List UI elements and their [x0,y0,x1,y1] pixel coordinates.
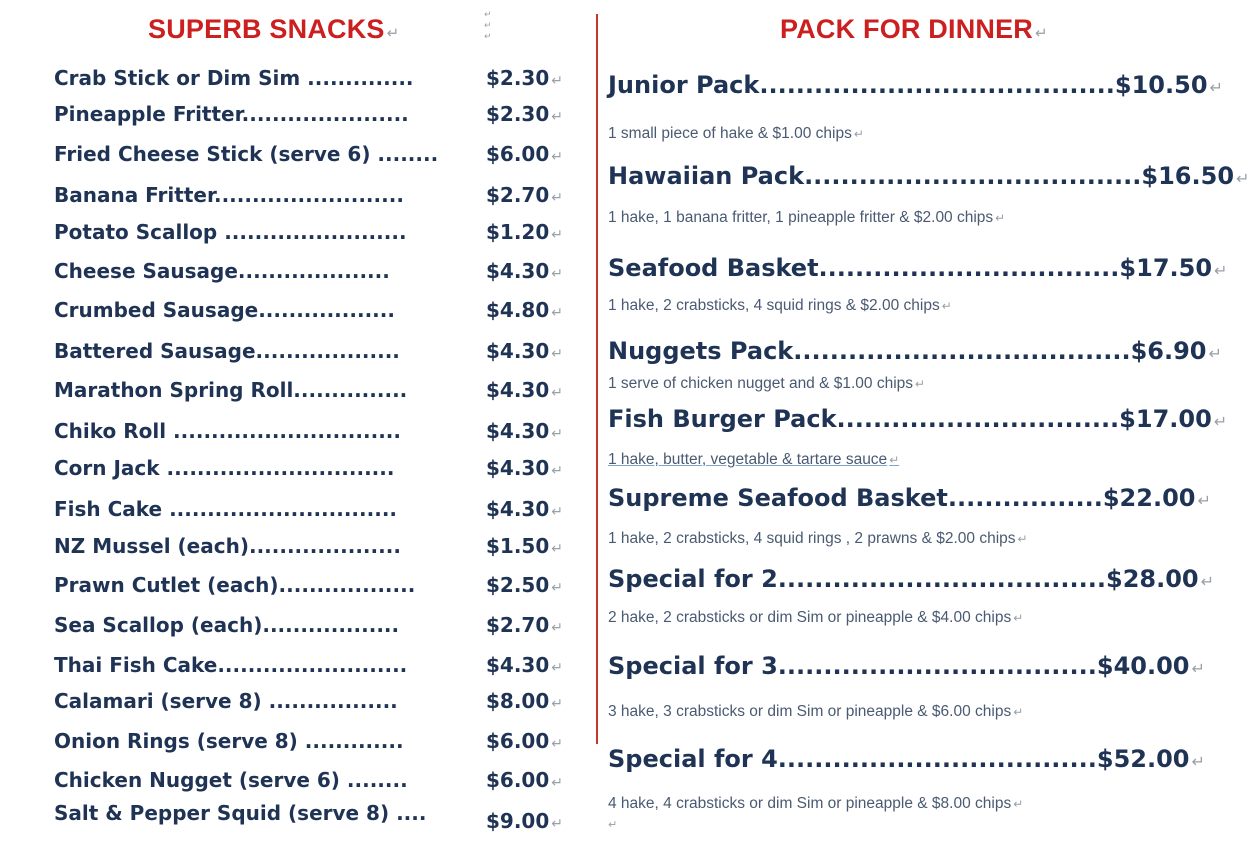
pack-title: Seafood Basket.................................$17.50 ↵ [608,254,1228,282]
pack-description: 2 hake, 2 crabsticks or dim Sim or pineapple & $4.00 chips ↵ [608,609,1024,626]
pack-title: Supreme Seafood Basket.................$22.00 ↵ [608,484,1211,512]
snack-item: Cheese Sausage.................... $4.30 ↵ [54,259,563,283]
snack-item: Crumbed Sausage.................. $4.80 ↵ [54,298,563,322]
snack-item: Chicken Nugget (serve 6) ........ $6.00 ↵ [54,768,563,792]
pack-title: Fish Burger Pack...............................$17.00 ↵ [608,405,1228,433]
pack-title: Junior Pack.......................................$10.50 ↵ [608,71,1223,99]
snack-item: Battered Sausage................... $4.30 ↵ [54,339,563,363]
pack-title: Nuggets Pack.....................................$6.90 ↵ [608,337,1222,365]
snack-item: Onion Rings (serve 8) ............. $6.00 ↵ [54,729,563,753]
snack-item: Sea Scallop (each).................. $2.70 ↵ [54,613,563,637]
dinner-column [598,0,1249,864]
pack-description: 1 small piece of hake & $1.00 chips ↵ [608,125,864,142]
paragraph-mark: ↵ [608,818,618,831]
snack-item: Marathon Spring Roll............... $4.30 ↵ [54,378,563,402]
snack-item: Fish Cake .............................. $4.30 ↵ [54,497,563,521]
snack-item: Banana Fritter......................... $2.70 ↵ [54,183,563,207]
snack-item: Potato Scallop ........................ $1.20 ↵ [54,220,563,244]
snack-item: NZ Mussel (each).................... $1.50 ↵ [54,534,563,558]
pack-title: Special for 4...................................$52.00 ↵ [608,745,1205,773]
snack-item: Crab Stick or Dim Sim .............. $2.30 ↵ [54,66,563,90]
pack-description: 4 hake, 4 crabsticks or dim Sim or pineapple & $8.00 chips ↵ [608,795,1024,812]
snacks-heading: SUPERB SNACKS ↵ [148,14,400,44]
pack-description: 1 hake, 2 crabsticks, 4 squid rings , 2 prawns & $2.00 chips ↵ [608,530,1028,547]
paragraph-marks: ↵ ↵ ↵ [484,10,492,42]
pack-description: 1 serve of chicken nugget and & $1.00 chips ↵ [608,375,926,392]
pack-description: 3 hake, 3 crabsticks or dim Sim or pineapple & $6.00 chips ↵ [608,703,1024,720]
pack-title: Special for 3...................................$40.00 ↵ [608,652,1205,680]
snack-item: Salt & Pepper Squid (serve 8) .... $9.00 ↵ [54,801,563,833]
snack-item: Calamari (serve 8) ................. $8.00 ↵ [54,689,563,713]
snack-item: Corn Jack .............................. $4.30 ↵ [54,456,563,480]
pack-description: 1 hake, 1 banana fritter, 1 pineapple fritter & $2.00 chips ↵ [608,209,1006,226]
snacks-column [0,0,596,864]
dinner-heading: PACK FOR DINNER ↵ [780,14,1048,44]
snack-item: Thai Fish Cake......................... $4.30 ↵ [54,653,563,677]
snack-item: Fried Cheese Stick (serve 6) ........ $6.00 ↵ [54,142,563,166]
pack-title: Hawaiian Pack.....................................$16.50 ↵ [608,162,1249,190]
snack-item: Chiko Roll .............................. $4.30 ↵ [54,419,563,443]
snack-item: Pineapple Fritter...................... $2.30 ↵ [54,102,563,126]
snack-item: Prawn Cutlet (each).................. $2.50 ↵ [54,573,563,597]
pack-title: Special for 2....................................$28.00 ↵ [608,565,1215,593]
pack-description: 1 hake, 2 crabsticks, 4 squid rings & $2.00 chips ↵ [608,297,952,314]
pack-description: 1 hake, butter, vegetable & tartare sauce ↵ [608,451,900,468]
